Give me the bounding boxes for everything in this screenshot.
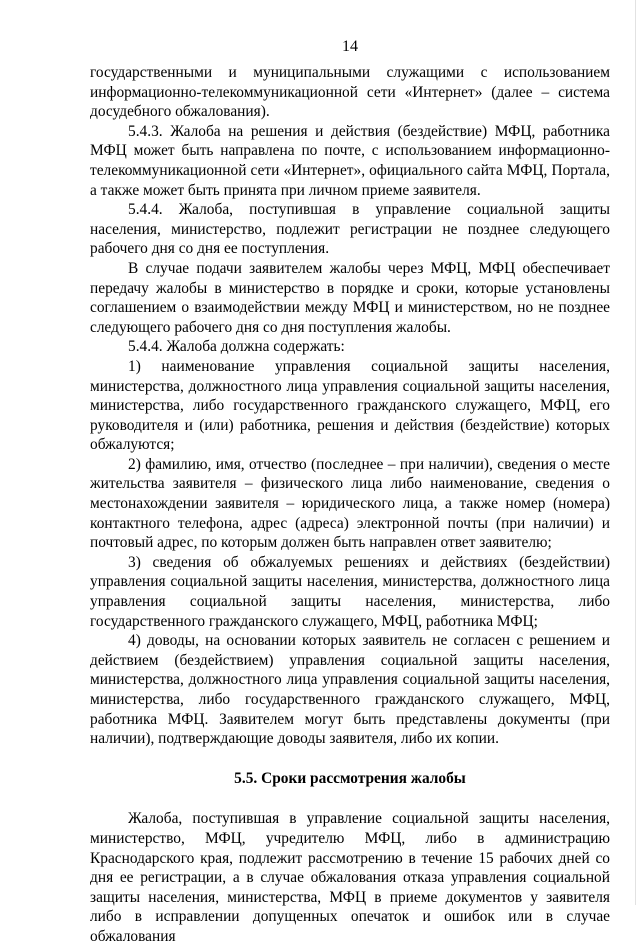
page-number: 14	[342, 38, 358, 55]
paragraph: 5.4.4. Жалоба должна содержать:	[128, 338, 345, 356]
paragraph: 3) сведения об обжалуемых решениях и действиях (бездействии) управления социальной защиты населения, министерства, должностного лица управления социальной защиты населения, министерства, либо государственного гражданского служащего, МФЦ, работника МФЦ;	[90, 553, 610, 630]
section-body-before	[90, 63, 610, 749]
paragraph: 2) фамилию, имя, отчество (последнее – при наличии), сведения о месте жительства заявителя – физического лица либо наименование, сведения о местонахождении заявителя – юридического лица, а также номер (номера) контактного телефона, адрес (адреса) электронной почты (при наличии) и почтовый адрес, по которым должен быть направлен ответ заявителю;	[90, 455, 610, 552]
paragraph: государственными и муниципальными служащими с использованием информационно-телекоммуникационной сети «Интернет» (далее – система досудебного обжалования).	[90, 64, 610, 121]
paragraph: Жалоба, поступившая в управление социальной защиты населения, министерство, МФЦ, учредителю МФЦ, либо в администрацию Краснодарского края, подлежит рассмотрению в течение 15 рабочих дней со дня ее регистрации, а в случае обжалования отказа управления социальной защиты населения, министерства, МФЦ в приеме документов у заявителя либо в исправлении допущенных опечаток и ошибок или в случае обжалования	[90, 810, 610, 945]
section-body-after	[90, 809, 610, 946]
paragraph: 4) доводы, на основании которых заявитель не согласен с решением и действием (бездействием) управления социальной защиты населения, министерства, должностного лица управления социальной защиты населения, министерства, либо государственного гражданского служащего, МФЦ, работника МФЦ. Заявителем могут быть представлены документы (при наличии), подтверждающие доводы заявителя, либо их копии.	[90, 632, 610, 748]
page-edge-line	[635, 0, 636, 905]
section-heading: 5.5. Сроки рассмотрения жалобы	[234, 769, 466, 787]
paragraph: В случае подачи заявителем жалобы через МФЦ, МФЦ обеспечивает передачу жалобы в министерство в порядке и сроки, которые установлены соглашением о взаимодействии между МФЦ и министерством, но не позднее следующего рабочего дня со дня поступления жалобы.	[90, 259, 610, 336]
paragraph: 5.4.4. Жалоба, поступившая в управление социальной защиты населения, министерство, подлежит регистрации не позднее следующего рабочего дня со дня ее поступления.	[90, 201, 610, 258]
paragraph: 5.4.3. Жалоба на решения и действия (бездействие) МФЦ, работника МФЦ может быть направлена по почте, с использованием информационно-телекоммуникационной сети «Интернет», официального сайта МФЦ, Портала, а также может быть принята при личном приеме заявителя.	[90, 122, 610, 199]
paragraph: 1) наименование управления социальной защиты населения, министерства, должностного лица управления социальной защиты населения, министерства, либо государственного гражданского служащего, МФЦ, его руководителя и (или) работника, решения и действия (бездействие) которых обжалуются;	[90, 357, 610, 454]
